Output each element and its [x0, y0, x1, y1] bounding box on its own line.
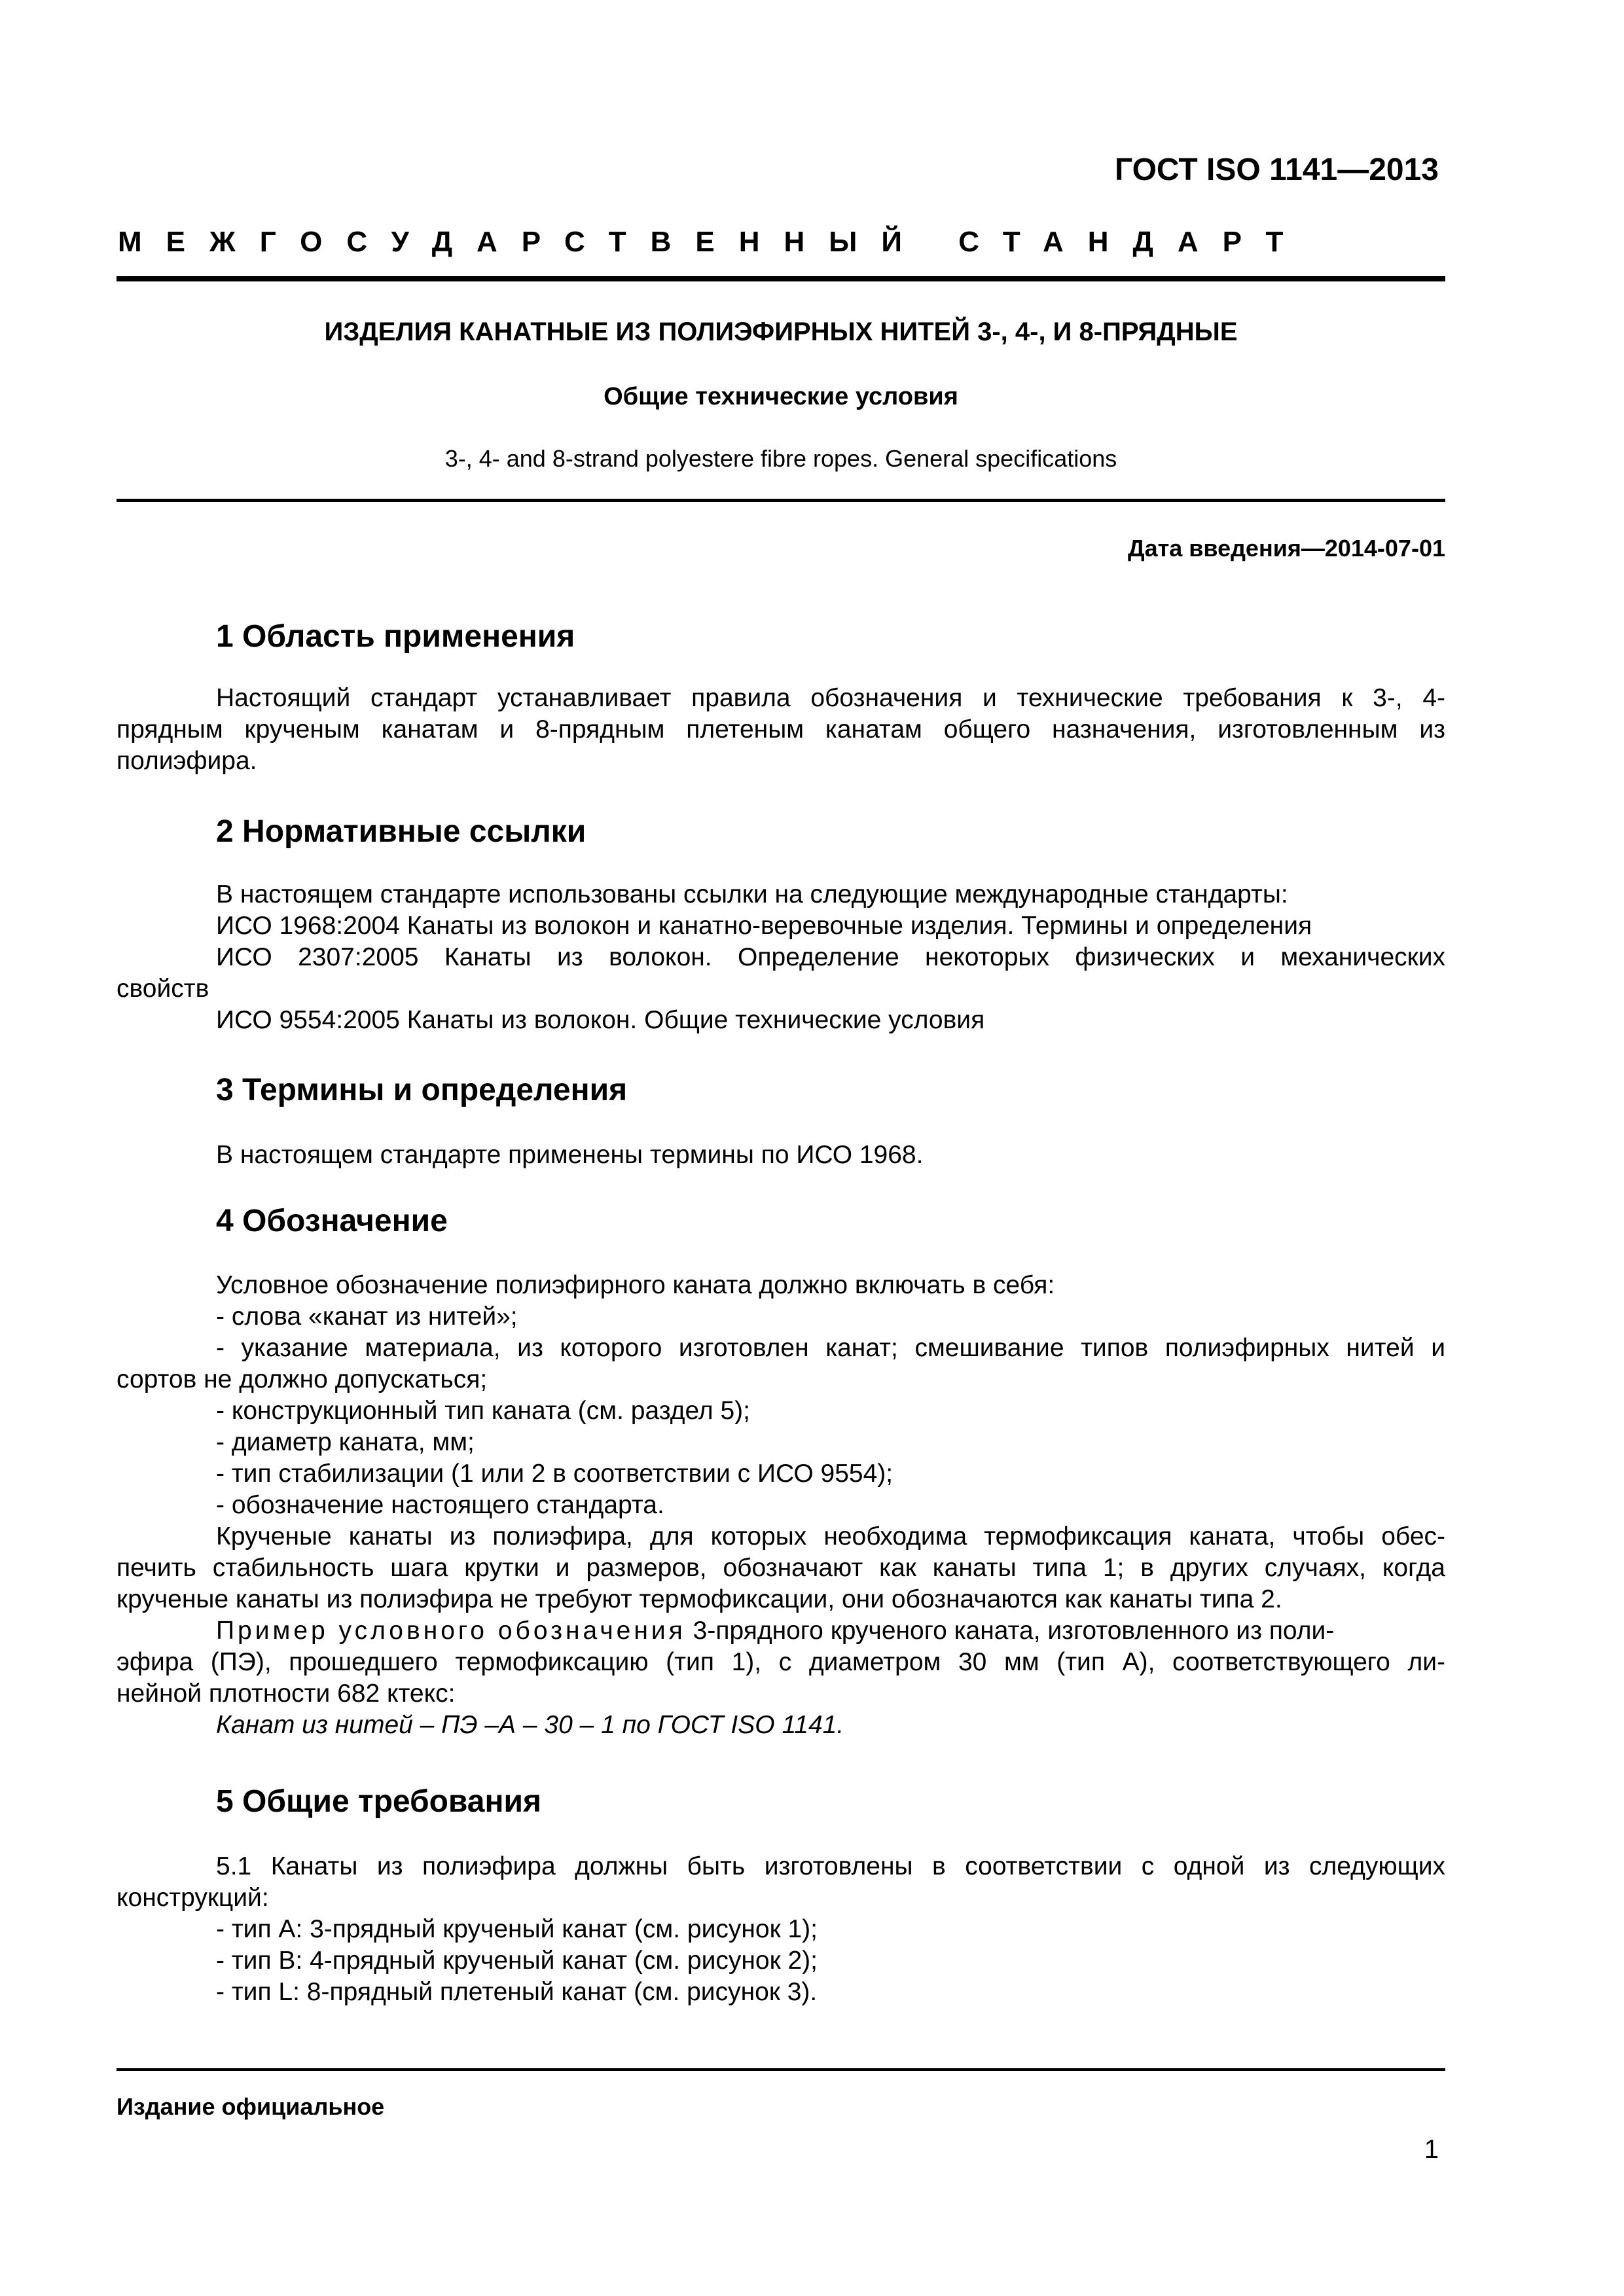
list-item: - обозначение настоящего стандарта.	[216, 1491, 664, 1519]
example-label: Пример условного обозначения	[216, 1617, 686, 1645]
paragraph-line: Крученые канаты из полиэфира, для которых необходима термофиксация каната, чтобы обес-	[216, 1522, 1445, 1551]
reference-item: ИСО 1968:2004 Канаты из волокон и канатно-веревочные изделия. Термины и определения	[216, 912, 1312, 940]
paragraph-line: 5.1 Канаты из полиэфира должны быть изготовлены в соответствии с одной из следующих	[216, 1852, 1445, 1880]
list-item: - тип L: 8-прядный плетеный канат (см. рисунок 3).	[216, 1978, 818, 2006]
section-1-line: Настоящий стандарт устанавливает правила обозначения и технические требования к 3-, 4-	[216, 684, 1445, 712]
interstate-standard-banner: МЕЖГОСУДАРСТВЕННЫЙ СТАНДАРТ	[118, 226, 1308, 258]
section-2-heading: 2 Нормативные ссылки	[216, 814, 586, 849]
example-line	[117, 1615, 1445, 1647]
section-1-line: полиэфира.	[117, 747, 257, 775]
document-title: ИЗДЕЛИЯ КАНАТНЫЕ ИЗ ПОЛИЭФИРНЫХ НИТЕЙ 3-, 4-, И 8-ПРЯДНЫЕ	[324, 317, 1238, 346]
section-5-heading: 5 Общие требования	[216, 1784, 541, 1819]
section-4-body	[117, 1270, 1445, 1741]
section-1-body	[117, 683, 1445, 777]
list-item: - слова «канат из нитей»;	[216, 1302, 518, 1331]
list-item-continued: сортов не должно допускаться;	[117, 1365, 488, 1393]
section-4-intro: Условное обозначение полиэфирного каната должно включать в себя:	[216, 1271, 1055, 1299]
example-text: 3-прядного крученого каната, изготовленного из поли-	[685, 1617, 1335, 1645]
paragraph-line: печить стабильность шага крутки и размеров, обозначают как канаты типа 1; в других случаях, когда	[117, 1554, 1445, 1582]
list-item: - конструкционный тип каната (см. раздел 5);	[216, 1397, 750, 1425]
reference-item: ИСО 9554:2005 Канаты из волокон. Общие технические условия	[216, 1006, 985, 1034]
section-2-body	[117, 879, 1445, 1036]
example-line: нейной плотности 682 ктекс:	[117, 1679, 456, 1708]
list-item: - тип А: 3-прядный крученый канат (см. рисунок 1);	[216, 1915, 818, 1943]
header-rule	[117, 276, 1445, 281]
title-rule	[117, 499, 1445, 502]
document-subtitle: Общие технические условия	[604, 383, 958, 410]
document-id: ГОСТ ISO 1141—2013	[1115, 152, 1439, 187]
official-edition-label: Издание официальное	[117, 2093, 385, 2120]
paragraph-line: крученые канаты из полиэфира не требуют термофиксации, они обозначаются как канаты типа 2.	[117, 1585, 1282, 1613]
section-3-heading: 3 Термины и определения	[216, 1073, 628, 1107]
section-1-line: прядным крученым канатам и 8-прядным плетеным канатам общего назначения, изготовленным из	[117, 715, 1445, 744]
paragraph-line: конструкций:	[117, 1884, 269, 1912]
document-title-english: 3-, 4- and 8-strand polyestere fibre ropes. General specifications	[444, 445, 1117, 472]
section-4-heading: 4 Обозначение	[216, 1204, 448, 1238]
list-item: - тип В: 4-прядный крученый канат (см. рисунок 2);	[216, 1946, 818, 1975]
footer-rule	[117, 2068, 1445, 2071]
reference-item: ИСО 2307:2005 Канаты из волокон. Определение некоторых физических и механических	[216, 943, 1445, 971]
example-designation: Канат из нитей – ПЭ –А – 30 – 1 по ГОСТ ISO 1141.	[216, 1711, 844, 1739]
section-5-body	[117, 1851, 1445, 2008]
list-item: - тип стабилизации (1 или 2 в соответствии с ИСО 9554);	[216, 1460, 893, 1488]
section-2-intro: В настоящем стандарте использованы ссылки на следующие международные стандарты:	[216, 880, 1288, 908]
page-number: 1	[1424, 2135, 1439, 2164]
reference-item-continued: свойств	[117, 975, 209, 1003]
example-line: эфира (ПЭ), прошедшего термофиксацию (тип 1), с диаметром 30 мм (тип А), соответствующего ли-	[117, 1648, 1445, 1676]
section-1-heading: 1 Область применения	[216, 619, 575, 654]
section-3-body	[117, 1139, 1445, 1171]
section-3-text: В настоящем стандарте применены термины по ИСО 1968.	[216, 1141, 924, 1169]
introduction-date: Дата введения—2014-07-01	[1127, 535, 1445, 562]
list-item: - указание материала, из которого изготовлен канат; смешивание типов полиэфирных нитей и	[216, 1334, 1445, 1362]
list-item: - диаметр каната, мм;	[216, 1428, 475, 1456]
